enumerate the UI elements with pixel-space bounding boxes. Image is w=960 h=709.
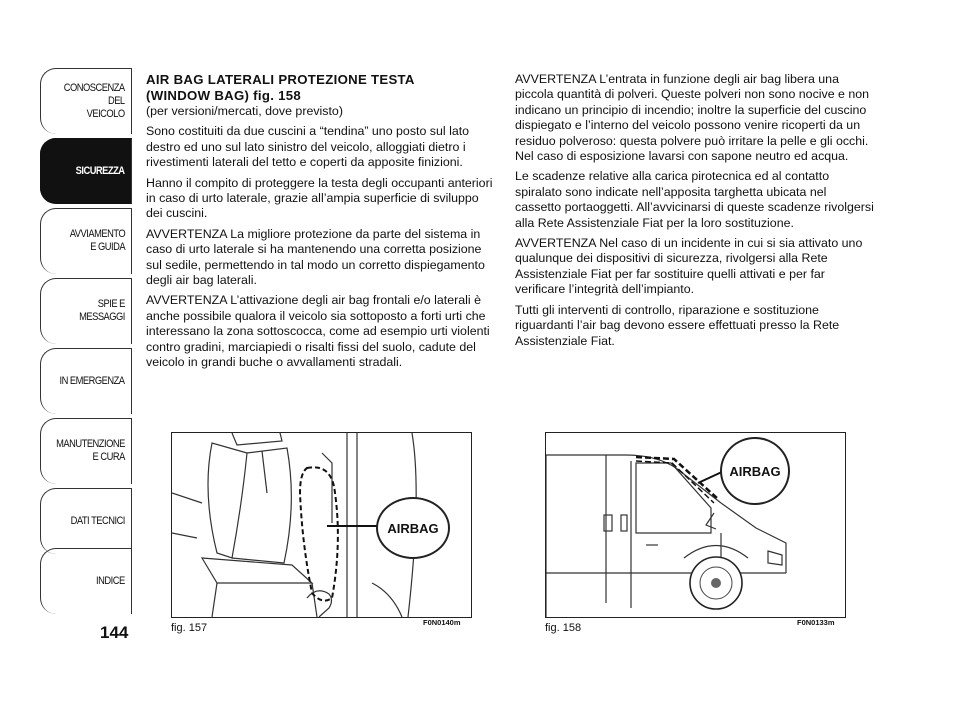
tab-label: DATI TECNICI: [70, 514, 125, 527]
tab-label: CONOSCENZA DEL VEICOLO: [64, 81, 125, 120]
tab-label: INDICE: [96, 574, 125, 587]
left-text-column: [146, 72, 496, 376]
tab-label: AVVIAMENTO E GUIDA: [69, 228, 125, 253]
figure-code: F0N0140m: [423, 618, 461, 627]
figure-caption: fig. 158: [545, 622, 582, 634]
tab-manutenzione-e-cura[interactable]: [40, 418, 132, 484]
section-heading-line2: (WINDOW BAG) fig. 158: [146, 88, 302, 103]
section-heading-line1: AIR BAG LATERALI PROTEZIONE TESTA: [146, 72, 415, 87]
tab-conoscenza-del-veicolo[interactable]: [40, 68, 132, 134]
figure-158-window-airbag: [545, 432, 846, 618]
paragraph: Tutti gli interventi di controllo, riparazione e sostituzione riguardanti l’air bag devono essere effettuati presso la Rete Assistenziale Fiat.: [515, 302, 840, 348]
section-subheading: (per versioni/mercati, dove previsto): [146, 104, 343, 118]
tab-in-emergenza[interactable]: [40, 348, 132, 414]
page-number: 144: [100, 623, 129, 642]
airbag-badge: AIRBAG: [376, 497, 450, 559]
paragraph: AVVERTENZA Nel caso di un incidente in cui si sia attivato uno qualunque dei dispositivi di sicurezza, rivolgersi alla Rete Assistenziale Fiat per far sostituire quelli attivati e per far verificare l’integrità dell’impianto.: [515, 236, 863, 297]
tab-sicurezza[interactable]: [40, 138, 132, 204]
paragraph: Le scadenze relative alla carica pirotecnica ed al contatto spiralato sono indicate nell’apposita targhetta ubicata nel cassetto portaoggetti. All’avvicinarsi di queste scadenze rivolgersi alla Rete Assistenziale Fiat per la loro sostituzione.: [515, 169, 874, 230]
paragraph: AVVERTENZA L’entrata in funzione degli air bag libera una piccola quantità di polveri. Queste polveri non sono nocive e non indicano un principio di incendio; inoltre la superficie del cuscino dispiegato e l’interno del veicolo possono venire ricoperti da un residuo polveroso: questa polvere può irritare la pelle e gli occhi. Nel caso di esposizione lavarsi con sapone neutro ed acqua.: [515, 72, 870, 164]
tab-label: SPIE E MESSAGGI: [79, 298, 125, 323]
figure-caption: fig. 157: [171, 622, 208, 634]
tab-spie-e-messaggi[interactable]: [40, 278, 132, 344]
figure-157-seat-airbag: [171, 432, 472, 618]
van-illustration: [546, 433, 845, 617]
paragraph: Sono costituiti da due cuscini a “tendina” uno posto sul lato destro ed uno sul lato sinistro del veicolo, alloggiati dietro i rivestimenti laterali del tetto e coperti da apposite finizioni.: [146, 124, 470, 170]
tab-avviamento-e-guida[interactable]: [40, 208, 132, 274]
tab-label: MANUTENZIONE E CURA: [56, 438, 125, 463]
tab-label: SICUREZZA: [76, 164, 125, 177]
right-text-column: [515, 72, 875, 354]
tab-label: IN EMERGENZA: [59, 374, 125, 387]
paragraph: AVVERTENZA L’attivazione degli air bag frontali e/o laterali è anche possibile qualora il veicolo sia sottoposto a forti urti che interessano la zona sottoscocca, come ad esempio urti violenti contro gradini, marciapiedi o risalti fissi del suolo, cadute del veicolo in grandi buche o avvallamenti stradali.: [146, 293, 490, 370]
airbag-badge: AIRBAG: [720, 437, 790, 505]
paragraph: AVVERTENZA La migliore protezione da parte del sistema in caso di urto laterale si ha mantenendo una corretta posizione sul sedile, permettendo in tal modo un corretto dispiegamento degli air bag laterali.: [146, 226, 485, 288]
tab-dati-tecnici[interactable]: [40, 488, 132, 554]
tab-indice[interactable]: [40, 548, 132, 614]
figure-code: F0N0133m: [797, 618, 835, 627]
paragraph: Hanno il compito di proteggere la testa degli occupanti anteriori in caso di urto laterale, grazie all’ampia superficie di sviluppo dei cuscini.: [146, 175, 493, 221]
